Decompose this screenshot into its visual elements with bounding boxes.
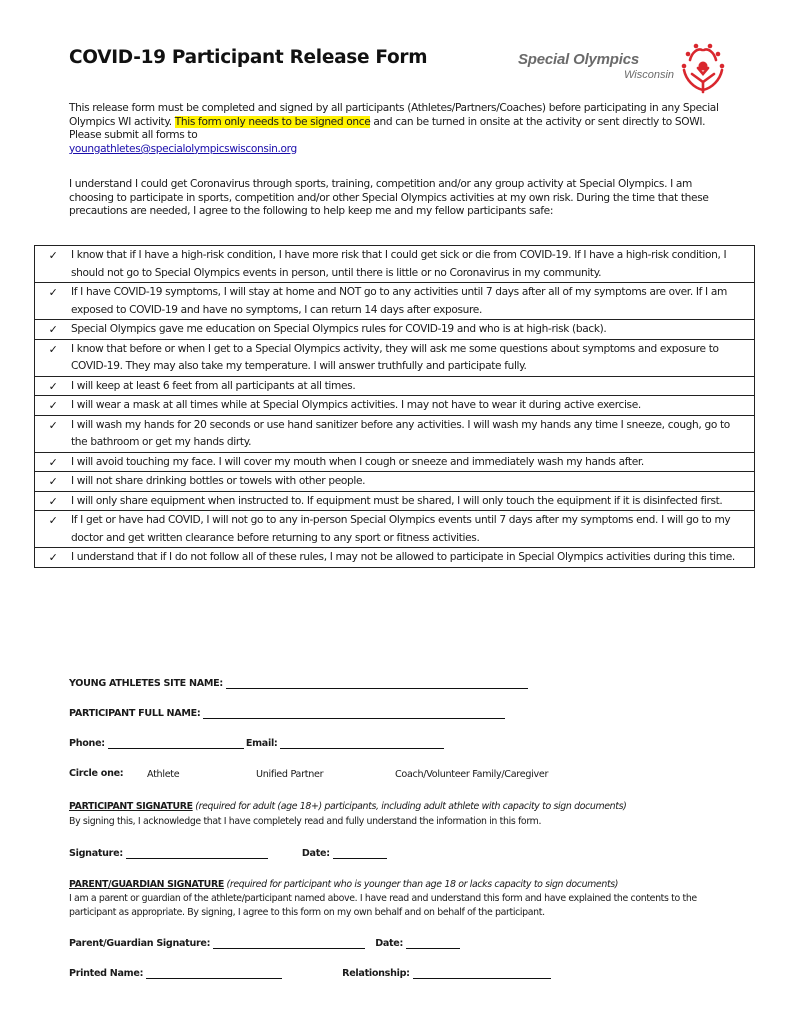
printed-name-row	[69, 968, 551, 979]
date-label: Date:	[301, 848, 330, 859]
checkmark-icon: ✓	[48, 379, 58, 393]
rule-text: I will only share equipment when instructed to. If equipment must be shared, I will only touch the equipment if it is disinfected first.	[71, 494, 723, 507]
checkmark-icon: ✓	[48, 286, 58, 299]
date-field[interactable]	[333, 848, 387, 859]
option-athlete[interactable]: Athlete	[147, 769, 180, 780]
rule-item	[35, 548, 754, 567]
email-field[interactable]	[280, 738, 444, 749]
rule-item	[35, 511, 754, 548]
rule-text: I will keep at least 6 feet from all participants at all times.	[71, 379, 356, 392]
rule-item	[35, 283, 754, 320]
relationship-label: Relationship:	[342, 968, 410, 979]
site-name-label: YOUNG ATHLETES SITE NAME:	[69, 678, 223, 689]
option-unified-partner[interactable]: Unified Partner	[256, 769, 324, 780]
rule-text: I will not share drinking bottles or towels with other people.	[71, 475, 366, 487]
rule-text: I know that before or when I get to a Special Olympics activity, they will ask me some questions about symptoms and exposure to COVID-19. They may also take my temperature. I will answer truthfully and participate fully.	[71, 342, 719, 372]
phone-field[interactable]	[108, 738, 244, 749]
checkmark-icon: ✓	[48, 249, 58, 262]
checkmark-icon: ✓	[48, 475, 58, 488]
checkmark-icon: ✓	[48, 323, 58, 336]
rule-text: If I have COVID-19 symptoms, I will stay at home and NOT go to any activities until 7 days after all of my symptoms are over. If I am exposed to COVID-19 and have no symptoms, I can return 14 days after exposure.	[71, 286, 727, 316]
intro-text-2: and can be turned in onsite at the activity or sent directly to SOWI. Please submit all forms to	[69, 115, 706, 142]
intro-text-1: This release form must be completed and signed by all participants (Athletes/Partners/Coaches) before participating in any Special Olympics WI activity.	[69, 102, 719, 128]
checkmark-icon: ✓	[48, 342, 58, 356]
rule-text: I understand that if I do not follow all of these rules, I may not be allowed to participate in Special Olympics activities during this time.	[71, 551, 735, 563]
guardian-signature-section	[69, 877, 739, 919]
rule-item	[35, 416, 754, 453]
logo-name: Special Olympics	[518, 51, 640, 68]
participant-signature-section	[69, 799, 739, 829]
site-name-field[interactable]	[226, 678, 528, 689]
guardian-signature-label: Parent/Guardian Signature:	[69, 938, 211, 949]
rule-item	[35, 320, 754, 340]
rule-item	[35, 472, 754, 492]
sign-once-highlight: This form only needs to be signed once	[174, 115, 371, 128]
guardian-date-label: Date:	[375, 938, 404, 949]
risk-statement: I understand I could get Coronavirus through sports, training, competition and/or any group activity at Special Olympics. I am choosing to participate in sports, competition and/or other Special Olympics activities at my own risk. During the time that these precautions are needed, I agree to the following to help keep me and my fellow participants safe:	[69, 178, 709, 218]
rule-text: I will wear a mask at all times while at Special Olympics activities. I may not have to wear it during active exercise.	[71, 399, 641, 411]
printed-name-field[interactable]	[146, 968, 282, 979]
rule-item	[35, 492, 754, 512]
rules-checklist	[34, 245, 755, 568]
page-title: COVID-19 Participant Release Form	[69, 47, 428, 68]
option-coach-volunteer-family[interactable]: Coach/Volunteer Family/Caregiver	[395, 769, 549, 780]
email-label: Email:	[245, 738, 278, 749]
submission-email-link[interactable]: youngathletes@specialolympicswisconsin.org	[69, 142, 297, 155]
checkmark-icon: ✓	[48, 551, 58, 564]
participant-signature-body: By signing this, I acknowledge that I have completely read and fully understand the information in this form.	[69, 816, 542, 827]
checkmark-icon: ✓	[48, 399, 58, 412]
guardian-signature-body: I am a parent or guardian of the athlete/participant named above. I have read and understand this form and have explained the contents to the participant as appropriate. By signing, I agree to this form on my own behalf and on behalf of the participant.	[69, 893, 697, 918]
guardian-date-field[interactable]	[406, 938, 460, 949]
participant-signature-title: PARTICIPANT SIGNATURE	[69, 801, 193, 812]
checkmark-icon: ✓	[48, 514, 58, 527]
rule-text: I know that if I have a high-risk condition, I have more risk that I could get sick or die from COVID-19. If I have a high-risk condition, I should not go to Special Olympics events in person, until there is little or no Coronavirus in my community.	[71, 249, 727, 279]
rule-item	[35, 246, 754, 283]
rule-item	[35, 377, 754, 397]
participant-signature-note: (required for adult (age 18+) participants, including adult athlete with capacity to sign documents)	[192, 801, 627, 812]
printed-name-label: Printed Name:	[69, 968, 144, 979]
phone-label: Phone:	[69, 738, 105, 749]
guardian-signature-field[interactable]	[213, 938, 365, 949]
participant-signature-row	[69, 848, 387, 859]
guardian-signature-row	[69, 938, 460, 949]
full-name-field[interactable]	[203, 708, 505, 719]
special-olympics-logo	[518, 40, 728, 96]
special-olympics-figure-icon	[678, 40, 728, 96]
guardian-signature-note: (required for participant who is younger than age 18 or lacks capacity to sign documents)	[223, 879, 619, 890]
checkmark-icon: ✓	[48, 455, 58, 469]
signature-field[interactable]	[126, 848, 268, 859]
circle-one-row	[69, 768, 123, 779]
circle-one-label: Circle one:	[69, 768, 124, 779]
intro-paragraph	[69, 102, 729, 156]
rule-item	[35, 396, 754, 416]
relationship-field[interactable]	[413, 968, 551, 979]
rule-item	[35, 453, 754, 473]
rule-text: If I get or have had COVID, I will not go to any in-person Special Olympics events until 7 days after my symptoms end. I will go to my doctor and get written clearance before returning to any sport or fitness activities.	[71, 514, 731, 544]
full-name-row	[69, 708, 505, 719]
checkmark-icon: ✓	[48, 494, 58, 508]
checkmark-icon: ✓	[48, 418, 58, 432]
signature-label: Signature:	[69, 848, 123, 859]
rule-item	[35, 340, 754, 377]
contact-row	[69, 738, 444, 749]
site-name-row	[69, 678, 528, 689]
full-name-label: PARTICIPANT FULL NAME:	[69, 708, 201, 719]
guardian-signature-title: PARENT/GUARDIAN SIGNATURE	[69, 879, 224, 890]
rule-text: I will wash my hands for 20 seconds or use hand sanitizer before any activities. I will wash my hands any time I sneeze, cough, go to the bathroom or get my hands dirty.	[71, 418, 730, 448]
logo-subtitle: Wisconsin	[624, 69, 675, 81]
rule-text: I will avoid touching my face. I will cover my mouth when I cough or sneeze and immediately wash my hands after.	[71, 455, 644, 468]
rule-text: Special Olympics gave me education on Special Olympics rules for COVID-19 and who is at high-risk (back).	[71, 323, 607, 335]
